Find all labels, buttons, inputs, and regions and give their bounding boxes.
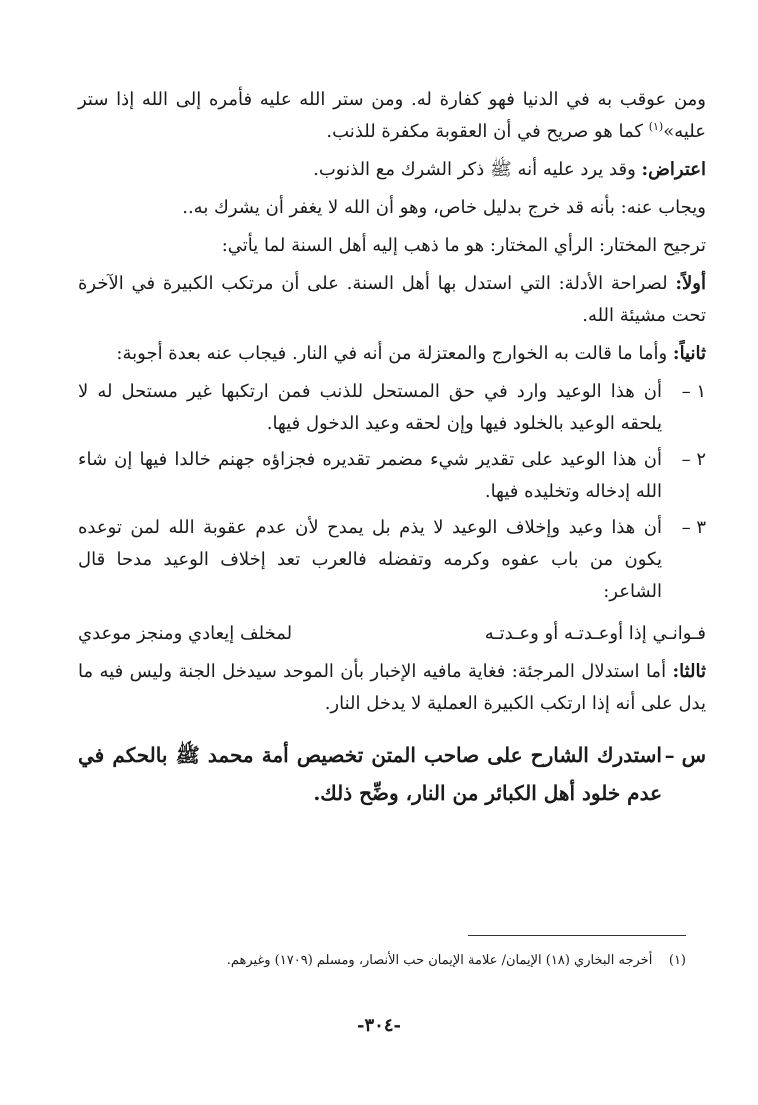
question-text: استدرك الشارح على صاحب المتن تخصيص أمة محمد ﷺ بالحكم في عدم خلود أهل الكبائر من النار، وضِّح ذلك. <box>78 743 662 805</box>
footnote-divider <box>468 935 686 936</box>
footnote-ref[interactable]: (١) <box>648 120 664 133</box>
second-text: وأما ما قالت به الخوارج والمعتزلة من أنه في النار. فيجاب عنه بعدة أجوبة: <box>116 343 673 364</box>
list-text: أن هذا الوعيد وارد في حق المستحل للذنب فمن ارتكبها غير مستحل له لا يلحقه الوعيد بالخلود فيها وإن لحقه وعيد الدخول فيها. <box>78 381 662 434</box>
main-text <box>78 84 706 812</box>
answers-list <box>78 376 706 608</box>
page-number: -٣٠٤- <box>357 1015 401 1036</box>
footnote <box>66 950 686 972</box>
list-item <box>78 444 706 508</box>
list-item <box>78 376 706 440</box>
second-heading: ثانياً: <box>672 343 706 364</box>
first-heading: أولاً: <box>675 273 706 294</box>
paragraph-preference <box>78 230 706 262</box>
answer-text: ويجاب عنه: بأنه قد خرج بدليل خاص، وهو أن الله لا يغفر أن يشرك به.. <box>182 197 706 218</box>
objection-heading: اعتراض: <box>641 159 706 180</box>
third-heading: ثالثا: <box>672 661 706 682</box>
preference-text: ترجيح المختار: الرأي المختار: هو ما ذهب إليه أهل السنة لما يأتي: <box>221 235 706 256</box>
first-text: لصراحة الأدلة: التي استدل بها أهل السنة. على أن مرتكب الكبيرة في الآخرة تحت مشيئة الله. <box>78 273 706 326</box>
verse-second-hemistich: لمخلف إيعادي ومنجز موعدي <box>78 623 293 644</box>
paragraph-first <box>78 268 706 332</box>
question-label: س – <box>664 743 706 767</box>
paragraph-third <box>78 656 706 720</box>
paragraph-answer <box>78 192 706 224</box>
review-question <box>78 736 706 812</box>
footnote-marker: (١) <box>668 953 686 968</box>
paragraph-1 <box>78 84 706 148</box>
paragraph-1-text: ومن عوقب به في الدنيا فهو كفارة له. ومن ستر الله عليه فأمره إلى الله إذا ستر عليه» <box>78 89 706 142</box>
paragraph-second <box>78 338 706 370</box>
list-number: ٣ – <box>681 517 706 538</box>
paragraph-objection <box>78 154 706 186</box>
poetry-verse <box>78 618 706 650</box>
list-text: أن هذا وعيد وإخلاف الوعيد لا يذم بل يمدح لأن عدم عقوبة الله لمن توعده يكون من باب عفوه وكرمه وتفضله فالعرب تعد إخلاف الوعيد مدحا قال الشاعر: <box>78 517 662 602</box>
list-number: ٢ – <box>681 449 706 470</box>
list-number: ١ – <box>681 381 706 402</box>
footnote-text: أخرجه البخاري (١٨) الإيمان/ علامة الإيمان حب الأنصار، ومسلم (١٧٠٩) وغيرهم. <box>226 953 653 968</box>
third-text: أما استدلال المرجئة: فغاية مافيه الإخبار بأن الموحد سيدخل الجنة وليس فيه ما يدل على أنه إذا ارتكب الكبيرة العملية لا يدخل النار. <box>78 661 706 714</box>
list-item <box>78 512 706 608</box>
verse-first-hemistich: فـوانـي إذا أوعـدتـه أو وعـدتـه <box>484 623 706 644</box>
list-text: أن هذا الوعيد على تقدير شيء مضمر تقديره فجزاؤه جهنم خالدا فيها إن شاء الله إدخاله وتخليده فيها. <box>78 449 662 502</box>
objection-text: وقد يرد عليه أنه ﷺ ذكر الشرك مع الذنوب. <box>313 159 642 180</box>
paragraph-1-tail: كما هو صريح في أن العقوبة مكفرة للذنب. <box>326 121 649 142</box>
